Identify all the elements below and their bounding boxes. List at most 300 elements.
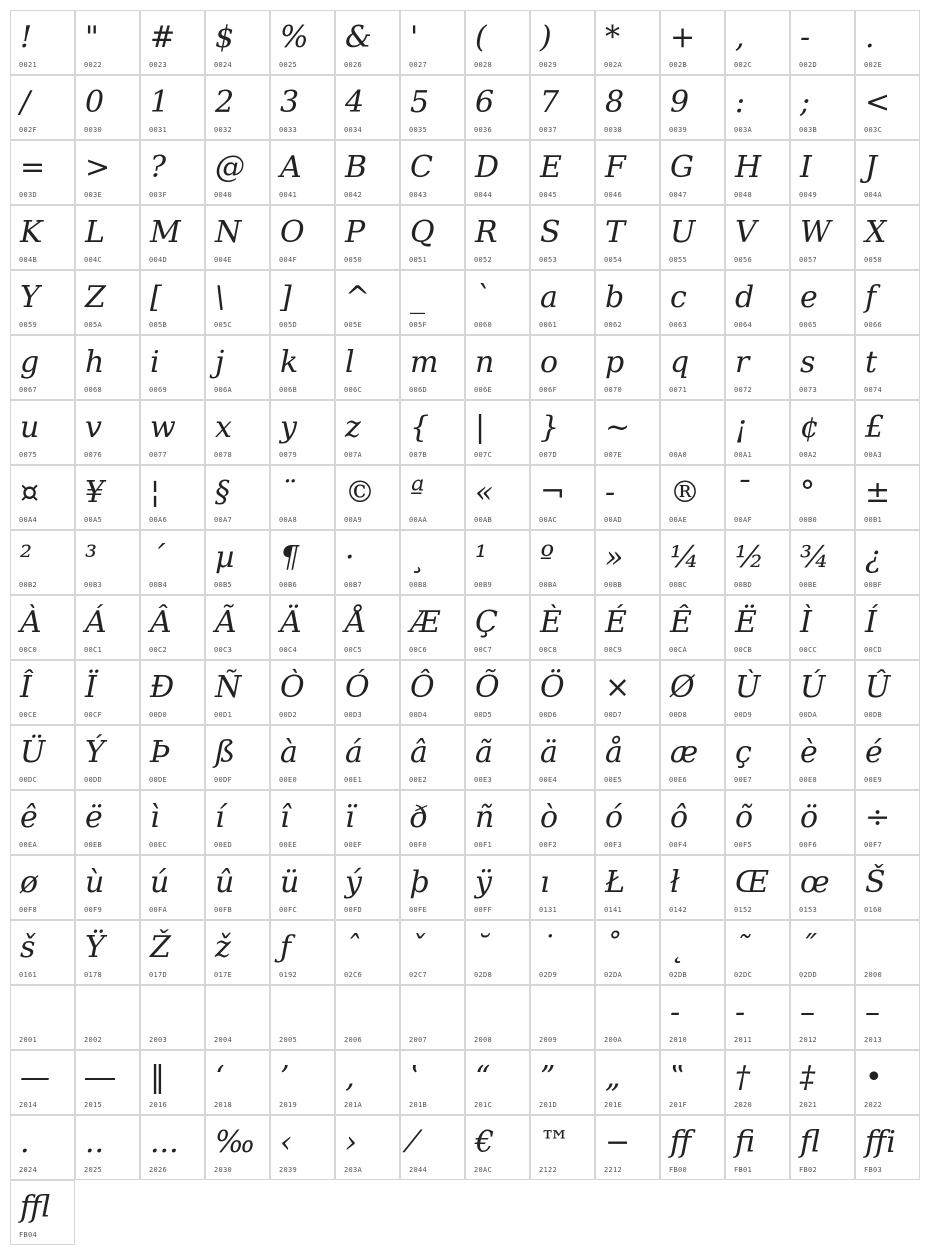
glyph-cell — [205, 400, 270, 465]
glyph-code: 00B7 — [344, 581, 363, 589]
glyph-cell — [530, 270, 595, 335]
glyph-char: { — [410, 410, 430, 445]
glyph-char: U — [670, 215, 696, 250]
glyph-code: 002A — [604, 61, 623, 69]
glyph-code: 0029 — [539, 61, 558, 69]
glyph-char: ô — [670, 800, 689, 835]
glyph-code: 2002 — [84, 1036, 103, 1044]
glyph-char: ‡ — [800, 1060, 815, 1095]
glyph-cell — [270, 790, 335, 855]
glyph-code: 0055 — [669, 256, 688, 264]
glyph-cell — [335, 400, 400, 465]
glyph-code: 00D4 — [409, 711, 428, 719]
glyph-code: 0078 — [214, 451, 233, 459]
glyph-cell — [400, 660, 465, 725]
glyph-cell — [205, 465, 270, 530]
glyph-code: 00DE — [149, 776, 168, 784]
glyph-char: ffi — [865, 1125, 896, 1160]
glyph-code: 00A6 — [149, 516, 168, 524]
glyph-char: ó — [605, 800, 624, 835]
glyph-code: 02DB — [669, 971, 688, 979]
glyph-code: 00D3 — [344, 711, 363, 719]
glyph-code: 0057 — [799, 256, 818, 264]
glyph-cell — [855, 790, 920, 855]
glyph-char: ø — [20, 865, 39, 900]
glyph-code: 0160 — [864, 906, 883, 914]
glyph-cell — [75, 595, 140, 660]
glyph-code: 00FB — [214, 906, 233, 914]
glyph-cell — [400, 75, 465, 140]
glyph-cell — [270, 530, 335, 595]
glyph-char: ― — [85, 1060, 115, 1095]
glyph-char: Ÿ — [85, 930, 105, 965]
glyph-cell — [270, 205, 335, 270]
glyph-code: 0072 — [734, 386, 753, 394]
glyph-cell — [790, 530, 855, 595]
glyph-code: 00D6 — [539, 711, 558, 719]
glyph-char: Ù — [735, 670, 761, 705]
glyph-cell — [400, 140, 465, 205]
glyph-char: ª — [410, 475, 425, 510]
glyph-char: Ö — [540, 670, 565, 705]
glyph-cell — [855, 660, 920, 725]
glyph-cell — [530, 985, 595, 1050]
glyph-char: e — [800, 280, 818, 315]
glyph-char: L — [85, 215, 105, 250]
glyph-code: 00B8 — [409, 581, 428, 589]
glyph-cell — [10, 985, 75, 1050]
glyph-cell — [335, 10, 400, 75]
glyph-cell — [595, 205, 660, 270]
glyph-code: 201A — [344, 1101, 363, 1109]
glyph-cell — [595, 1115, 660, 1180]
glyph-code: 00FC — [279, 906, 298, 914]
glyph-code: 2022 — [864, 1101, 883, 1109]
glyph-code: 0039 — [669, 126, 688, 134]
glyph-char: Ô — [410, 670, 435, 705]
glyph-code: 00B1 — [864, 516, 883, 524]
glyph-code: 00BC — [669, 581, 688, 589]
glyph-code: 0046 — [604, 191, 623, 199]
glyph-cell — [75, 205, 140, 270]
glyph-code: 00D0 — [149, 711, 168, 719]
glyph-code: 0035 — [409, 126, 428, 134]
glyph-char: N — [215, 215, 242, 250]
glyph-code: 20AC — [474, 1166, 493, 1174]
glyph-cell — [855, 725, 920, 790]
glyph-char: • — [865, 1060, 883, 1095]
glyph-cell — [725, 595, 790, 660]
glyph-cell — [530, 335, 595, 400]
glyph-char: 8 — [605, 85, 625, 120]
glyph-char: å — [605, 735, 623, 770]
glyph-char: l — [345, 345, 355, 380]
glyph-cell — [75, 465, 140, 530]
glyph-char: ” — [540, 1060, 556, 1095]
glyph-code: 002C — [734, 61, 753, 69]
glyph-code: 2026 — [149, 1166, 168, 1174]
glyph-char: ® — [670, 475, 700, 510]
glyph-cell — [205, 985, 270, 1050]
glyph-cell — [855, 595, 920, 660]
glyph-char: _ — [410, 280, 425, 315]
glyph-char: ´ — [150, 540, 165, 575]
glyph-cell — [205, 1115, 270, 1180]
glyph-char: Ž — [150, 930, 171, 965]
glyph-char: » — [605, 540, 624, 575]
glyph-cell — [725, 140, 790, 205]
glyph-char: / — [20, 85, 31, 120]
glyph-code: 00E9 — [864, 776, 883, 784]
glyph-char: h — [85, 345, 105, 380]
glyph-cell — [530, 595, 595, 660]
glyph-cell — [465, 855, 530, 920]
glyph-cell — [725, 270, 790, 335]
glyph-cell — [660, 530, 725, 595]
glyph-cell — [595, 75, 660, 140]
glyph-code: 017D — [149, 971, 168, 979]
glyph-cell — [140, 790, 205, 855]
glyph-cell — [725, 1115, 790, 1180]
glyph-code: 0054 — [604, 256, 623, 264]
glyph-cell — [530, 140, 595, 205]
glyph-code: 00EB — [84, 841, 103, 849]
glyph-code: 004A — [864, 191, 883, 199]
glyph-char: d — [735, 280, 755, 315]
glyph-cell — [140, 205, 205, 270]
glyph-code: 00FA — [149, 906, 168, 914]
glyph-cell — [75, 790, 140, 855]
glyph-char: ' — [410, 20, 419, 55]
glyph-code: 003D — [19, 191, 38, 199]
glyph-cell — [10, 790, 75, 855]
glyph-char: > — [85, 150, 111, 185]
glyph-cell — [335, 660, 400, 725]
glyph-cell — [205, 530, 270, 595]
glyph-cell — [855, 985, 920, 1050]
glyph-code: 2004 — [214, 1036, 233, 1044]
glyph-cell — [530, 1115, 595, 1180]
glyph-char: Y — [20, 280, 40, 315]
glyph-cell — [10, 1115, 75, 1180]
glyph-code: 201B — [409, 1101, 428, 1109]
glyph-cell — [790, 75, 855, 140]
glyph-code: 00F0 — [409, 841, 428, 849]
glyph-cell — [400, 855, 465, 920]
glyph-char: ˙ — [540, 930, 555, 965]
glyph-cell — [465, 660, 530, 725]
glyph-code: 0041 — [279, 191, 298, 199]
glyph-char: } — [540, 410, 560, 445]
glyph-cell — [10, 725, 75, 790]
glyph-char: ‛ — [410, 1060, 420, 1095]
glyph-code: 2000 — [864, 971, 883, 979]
glyph-cell — [790, 335, 855, 400]
glyph-cell — [790, 1050, 855, 1115]
glyph-cell — [205, 595, 270, 660]
glyph-code: 00C9 — [604, 646, 623, 654]
glyph-code: 006F — [539, 386, 558, 394]
glyph-code: 00F4 — [669, 841, 688, 849]
glyph-cell — [465, 1115, 530, 1180]
glyph-cell — [140, 270, 205, 335]
glyph-code: 0033 — [279, 126, 298, 134]
glyph-code: 00AA — [409, 516, 428, 524]
glyph-cell — [855, 75, 920, 140]
glyph-code: 0178 — [84, 971, 103, 979]
glyph-char: - — [735, 995, 746, 1030]
glyph-code: 0050 — [344, 256, 363, 264]
glyph-char: ¹ — [475, 540, 488, 575]
glyph-char: E — [540, 150, 562, 185]
glyph-code: 002B — [669, 61, 688, 69]
glyph-code: FB02 — [799, 1166, 818, 1174]
glyph-code: 006C — [344, 386, 363, 394]
glyph-code: 0063 — [669, 321, 688, 329]
glyph-cell — [725, 725, 790, 790]
glyph-code: 02D9 — [539, 971, 558, 979]
glyph-cell — [205, 920, 270, 985]
glyph-cell — [660, 205, 725, 270]
glyph-char: - — [670, 995, 681, 1030]
glyph-cell — [465, 920, 530, 985]
glyph-code: 003C — [864, 126, 883, 134]
glyph-cell — [140, 595, 205, 660]
glyph-char: k — [280, 345, 299, 380]
glyph-cell — [400, 725, 465, 790]
glyph-cell — [465, 595, 530, 660]
glyph-char: æ — [670, 735, 699, 770]
glyph-cell — [595, 595, 660, 660]
glyph-code: 02C6 — [344, 971, 363, 979]
glyph-cell — [335, 790, 400, 855]
glyph-cell — [660, 985, 725, 1050]
glyph-code: 2012 — [799, 1036, 818, 1044]
glyph-char: Ü — [20, 735, 46, 770]
glyph-char: ... — [150, 1125, 179, 1160]
glyph-code: 00B4 — [149, 581, 168, 589]
glyph-char: b — [605, 280, 625, 315]
glyph-code: 0038 — [604, 126, 623, 134]
glyph-code: 2030 — [214, 1166, 233, 1174]
glyph-cell — [75, 75, 140, 140]
glyph-char: â — [410, 735, 428, 770]
glyph-cell — [790, 855, 855, 920]
glyph-code: 0069 — [149, 386, 168, 394]
glyph-code: 00AD — [604, 516, 623, 524]
glyph-code: 0062 — [604, 321, 623, 329]
glyph-char: Ð — [150, 670, 175, 705]
glyph-char: - — [605, 475, 616, 510]
glyph-cell — [660, 725, 725, 790]
glyph-code: 2039 — [279, 1166, 298, 1174]
glyph-char: ˜ — [735, 930, 750, 965]
glyph-char: ) — [540, 20, 552, 55]
glyph-char: ? — [150, 150, 167, 185]
glyph-cell — [205, 1050, 270, 1115]
glyph-code: 00B3 — [84, 581, 103, 589]
glyph-char: o — [540, 345, 559, 380]
glyph-char: @ — [215, 150, 245, 185]
glyph-cell — [855, 1050, 920, 1115]
glyph-cell — [75, 920, 140, 985]
glyph-cell — [595, 855, 660, 920]
glyph-cell — [790, 400, 855, 465]
glyph-cell — [270, 465, 335, 530]
glyph-char: F — [605, 150, 626, 185]
glyph-cell — [400, 270, 465, 335]
glyph-cell — [855, 1115, 920, 1180]
glyph-char: ¢ — [800, 410, 820, 445]
glyph-char: · — [345, 540, 355, 575]
glyph-code: 0075 — [19, 451, 38, 459]
glyph-cell — [790, 465, 855, 530]
glyph-cell — [465, 530, 530, 595]
glyph-char: Z — [85, 280, 106, 315]
glyph-code: 2009 — [539, 1036, 558, 1044]
glyph-cell — [660, 335, 725, 400]
glyph-cell — [270, 1115, 335, 1180]
glyph-char: I — [800, 150, 812, 185]
glyph-char: i — [150, 345, 160, 380]
glyph-char: ƒ — [280, 930, 292, 965]
glyph-code: 0061 — [539, 321, 558, 329]
glyph-code: 00EA — [19, 841, 38, 849]
glyph-cell — [10, 205, 75, 270]
glyph-code: 0037 — [539, 126, 558, 134]
glyph-code: 0044 — [474, 191, 493, 199]
glyph-code: 00AC — [539, 516, 558, 524]
glyph-char: Í — [865, 605, 877, 640]
glyph-char: ñ — [475, 800, 495, 835]
glyph-code: 00BB — [604, 581, 623, 589]
glyph-char: * — [605, 20, 620, 55]
glyph-code: 00AF — [734, 516, 753, 524]
glyph-char: þ — [410, 865, 430, 900]
glyph-code: 0052 — [474, 256, 493, 264]
glyph-code: 0142 — [669, 906, 688, 914]
glyph-code: 0161 — [19, 971, 38, 979]
glyph-code: 201D — [539, 1101, 558, 1109]
glyph-cell — [595, 920, 660, 985]
glyph-code: 201C — [474, 1101, 493, 1109]
glyph-char: £ — [865, 410, 885, 445]
glyph-code: 00CE — [19, 711, 38, 719]
glyph-char: È — [540, 605, 562, 640]
glyph-cell — [400, 10, 465, 75]
glyph-char: Ý — [85, 735, 105, 770]
glyph-code: 0049 — [799, 191, 818, 199]
glyph-cell — [400, 205, 465, 270]
glyph-cell — [205, 855, 270, 920]
glyph-char: fl — [800, 1125, 821, 1160]
glyph-code: 02DA — [604, 971, 623, 979]
glyph-char: x — [215, 410, 232, 445]
glyph-cell — [465, 270, 530, 335]
glyph-code: 00EE — [279, 841, 298, 849]
glyph-cell — [335, 725, 400, 790]
glyph-code: 00D7 — [604, 711, 623, 719]
glyph-char: ò — [540, 800, 559, 835]
glyph-cell — [855, 465, 920, 530]
glyph-cell — [595, 530, 660, 595]
glyph-cell — [530, 920, 595, 985]
glyph-char: ± — [865, 475, 891, 510]
glyph-code: 0048 — [734, 191, 753, 199]
glyph-code: 2044 — [409, 1166, 428, 1174]
glyph-code: 005F — [409, 321, 428, 329]
glyph-cell — [855, 855, 920, 920]
glyph-cell — [205, 270, 270, 335]
glyph-char: « — [475, 475, 494, 510]
glyph-cell — [725, 205, 790, 270]
glyph-char: ï — [345, 800, 355, 835]
glyph-code: 00BE — [799, 581, 818, 589]
glyph-code: 0051 — [409, 256, 428, 264]
glyph-code: 006B — [279, 386, 298, 394]
glyph-char: ° — [800, 475, 815, 510]
glyph-char: Ä — [280, 605, 302, 640]
glyph-cell — [465, 725, 530, 790]
glyph-code: 2011 — [734, 1036, 753, 1044]
glyph-cell — [660, 920, 725, 985]
glyph-char: – — [800, 995, 815, 1030]
glyph-code: 2005 — [279, 1036, 298, 1044]
glyph-code: 0028 — [474, 61, 493, 69]
glyph-code: 0071 — [669, 386, 688, 394]
glyph-code: FB01 — [734, 1166, 753, 1174]
glyph-code: 004F — [279, 256, 298, 264]
glyph-char: " — [85, 20, 99, 55]
glyph-cell — [790, 790, 855, 855]
glyph-code: 02DC — [734, 971, 753, 979]
glyph-cell — [595, 725, 660, 790]
glyph-char: ’ — [280, 1060, 290, 1095]
glyph-char: Æ — [410, 605, 441, 640]
glyph-cell — [530, 725, 595, 790]
glyph-char: ˆ — [345, 930, 360, 965]
glyph-code: 00F6 — [799, 841, 818, 849]
glyph-cell — [725, 530, 790, 595]
glyph-code: 02D8 — [474, 971, 493, 979]
glyph-char: ( — [475, 20, 487, 55]
glyph-code: 2014 — [19, 1101, 38, 1109]
glyph-char: ð — [410, 800, 429, 835]
glyph-char: ı — [540, 865, 550, 900]
glyph-cell — [790, 270, 855, 335]
glyph-cell — [335, 530, 400, 595]
glyph-char: Œ — [735, 865, 770, 900]
glyph-cell — [465, 335, 530, 400]
glyph-char: s — [800, 345, 816, 380]
glyph-code: 00E0 — [279, 776, 298, 784]
glyph-cell — [140, 660, 205, 725]
glyph-char: Ł — [605, 865, 626, 900]
glyph-cell — [140, 140, 205, 205]
glyph-cell — [660, 140, 725, 205]
glyph-cell — [595, 140, 660, 205]
glyph-cell — [140, 1050, 205, 1115]
glyph-code: 00D8 — [669, 711, 688, 719]
glyph-char: . — [20, 1125, 30, 1160]
glyph-code: 00D1 — [214, 711, 233, 719]
glyph-code: 00F8 — [19, 906, 38, 914]
glyph-code: 00C0 — [19, 646, 38, 654]
glyph-cell — [75, 400, 140, 465]
glyph-char: ‰ — [215, 1125, 256, 1160]
glyph-code: 00A7 — [214, 516, 233, 524]
glyph-code: 00DC — [19, 776, 38, 784]
